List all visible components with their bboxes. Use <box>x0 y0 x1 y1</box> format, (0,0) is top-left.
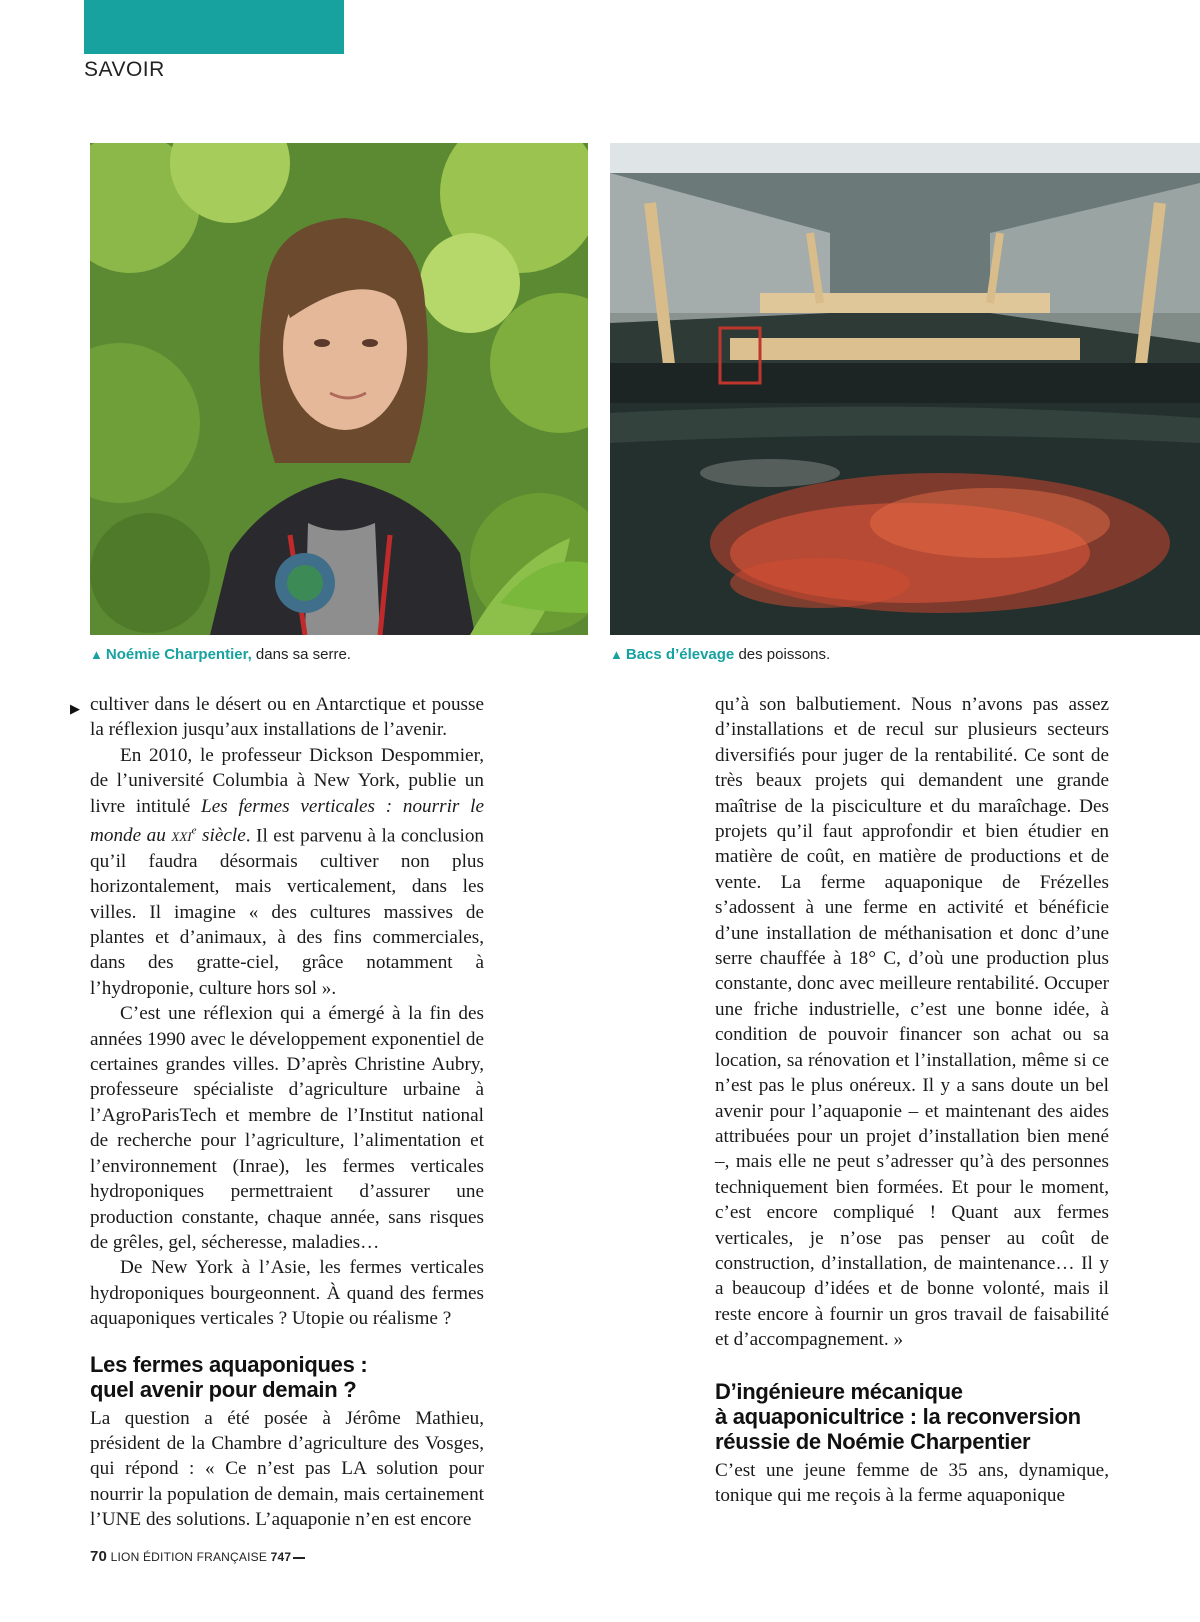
fish-tank-photo <box>610 143 1200 635</box>
paragraph: cultiver dans le désert ou en Antarctique et pousse la réflexion jusqu’aux installations de l’avenir. <box>90 694 484 741</box>
page-footer <box>90 1548 305 1565</box>
section-heading: D’ingénieure mécanique à aquaponicultrice : la reconversion réussie de Noémie Charpentier <box>715 1378 1081 1454</box>
paragraph: C’est une réflexion qui a émergé à la fin des années 1990 avec le développement exponentiel de certaines grandes villes. D’après Christine Aubry, professeure spécialiste d’agriculture urbaine à l’AgroParisTech et membre de l’Institut national de recherche pour l’agriculture, l’alimentation et l’environnement (Inrae), les fermes verticales hydroponiques permettraient d’assurer une production constante, chaque année, sans risques de grêles, gel, sécheresse, maladies… <box>90 1003 484 1253</box>
paragraph: qu’à son balbutiement. Nous n’avons pas assez d’installations et de recul sur plusieurs secteurs diversifiés pour juger de la rentabilité. Ce sont de très beaux projets qui demandent une grande maîtrise de la pisciculture et du maraîchage. Des projets qu’il faut approfondir et bien étudier en matière de coût, en matière de productions et de vente. La ferme aquaponique de Frézelles s’adossent à une ferme en activité et bénéficie d’une installation de méthanisation et donc d’une serre chauffée à 18° C, d’où une production plus constante, donc avec meilleure rentabilité. Occuper une friche industrielle, c’est une bonne idée, à condition de pouvoir financer son achat ou sa location, sa rénovation et l’installation, même si ce n’est pas le plus onéreux. Il y a sans doute un bel avenir pour l’aquaponie – et maintenant des aides attribuées pour un projet d’installation bien mené –, mais elle ne peut s’adresser qu’à des personnes techniquement bien formées. Et pour le moment, c’est encore compliqué ! Quant aux fermes verticales, je n’ose pas penser au coût de construction, d’installation, de maintenance… Il y a beaucoup d’idées et de bonne volonté, mais il reste encore à fournir un gros travail de faisabilité et d’accompagnement. » <box>715 694 1109 1351</box>
article-column-left <box>70 692 485 1533</box>
section-heading: Les fermes aquaponiques : quel avenir pour demain ? <box>90 1351 368 1402</box>
paragraph: C’est une jeune femme de 35 ans, dynamique, tonique qui me reçois à la ferme aquaponique <box>715 1459 1109 1506</box>
section-rubric: SAVOIR <box>84 58 165 81</box>
article-column-right <box>715 692 1109 1508</box>
paragraph: En 2010, le professeur Dickson Despommier, de l’université Columbia à New York, publie un livre intitulé Les fermes verticales : nourrir le monde au xxi$^e$ siècle. Il est parvenu à la conclusion qu’il faudra désormais cultiver non plus horizontalement, mais verticalement, dans les villes. Il imagine « des cultures massives de plantes et d’animaux, à des fins commerciales, dans des gratte-ciel, grâce notamment à l’hydroponie, culture hors sol ». <box>90 744 485 999</box>
issue-number: 747 <box>270 1550 292 1564</box>
page-number: 70 <box>90 1548 108 1565</box>
caption-arrow-icon: ▲ <box>610 647 623 662</box>
portrait-photo <box>90 143 588 635</box>
caption-arrow-icon: ▲ <box>90 647 103 662</box>
paragraph: La question a été posée à Jérôme Mathieu, président de la Chambre d’agriculture des Vosges, qui répond : « Ce n’est pas LA solution pour nourrir la population de demain, mais certainement l’UNE des solutions. L’aquaponie n’en est encore <box>90 1407 484 1531</box>
photo-caption-right: ▲ Bacs d’élevage des poissons. <box>610 646 831 663</box>
continued-arrow-icon: ▶ <box>70 701 80 716</box>
paragraph: De New York à l’Asie, les fermes verticales hydroponiques bourgeonnent. À quand des fermes aquaponiques verticales ? Utopie ou réalisme ? <box>90 1257 484 1330</box>
publication-name: LION ÉDITION FRANÇAISE <box>110 1550 268 1564</box>
section-color-bar <box>84 0 344 54</box>
photo-caption-left: ▲ Noémie Charpentier, dans sa serre. <box>90 646 351 663</box>
